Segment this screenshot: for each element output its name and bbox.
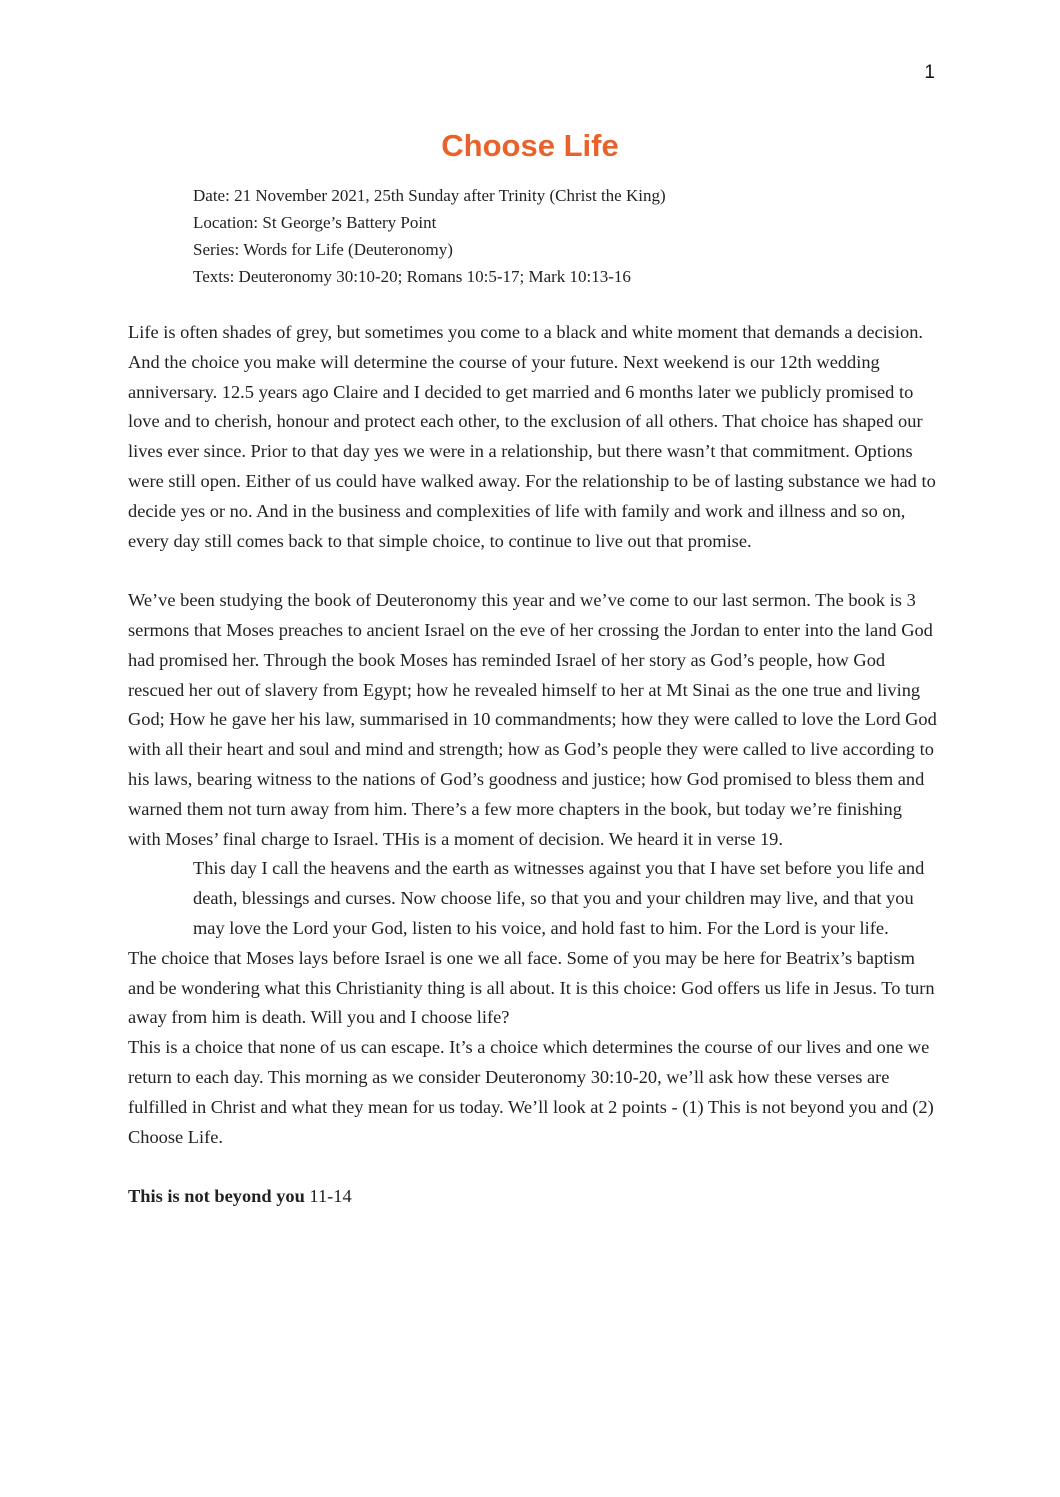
- sermon-texts: Texts: Deuteronomy 30:10-20; Romans 10:5-17; Mark 10:13-16: [193, 267, 631, 286]
- sermon-date: Date: 21 November 2021, 25th Sunday after Trinity (Christ the King): [193, 186, 666, 205]
- sermon-series: Series: Words for Life (Deuteronomy): [193, 240, 453, 259]
- section-heading-title: This is not beyond you: [128, 1186, 305, 1207]
- scripture-quote: This day I call the heavens and the earth as witnesses against you that I have set before you life and death, blessings and curses. Now choose life, so that you and your children may live, and that you may love the Lord your God, listen to his voice, and hold fast to him. For the Lord is your life.: [193, 858, 925, 938]
- paragraph-outline: This is a choice that none of us can escape. It’s a choice which determines the course of our lives and one we return to each day. This morning as we consider Deuteronomy 30:10-20, we’ll ask how these verses are fulfilled in Christ and what they mean for us today. We’ll look at 2 points - (1) This is not beyond you and (2) Choose Life.: [128, 1037, 934, 1147]
- sermon-body: [128, 318, 938, 1212]
- page-title: Choose Life: [441, 128, 619, 163]
- section-heading: [128, 1182, 938, 1212]
- paragraph-choice: The choice that Moses lays before Israel is one we all face. Some of you may be here for Beatrix’s baptism and be wondering what this Christianity thing is all about. It is this choice: God offers us life in Jesus. To turn away from him is death. Will you and I choose life?: [128, 947, 935, 1028]
- section-heading-verses: 11-14: [304, 1186, 352, 1207]
- paragraph-deuteronomy: We’ve been studying the book of Deuteronomy this year and we’ve come to our last sermon. The book is 3 sermons that Moses preaches to ancient Israel on the eve of her crossing the Jordan to enter into the land God had promised her. Through the book Moses has reminded Israel of her story as God’s people, how God rescued her out of slavery from Egypt; how he revealed himself to her at Mt Sinai as the one true and living God; How he gave her his law, summarised in 10 commandments; how they were called to love the Lord God with all their heart and soul and mind and strength; how as God’s people they were called to live according to his laws, bearing witness to the nations of God’s goodness and justice; how God promised to bless them and warned them not turn away from him. There’s a few more chapters in the book, but today we’re finishing with Moses’ final charge to Israel. THis is a moment of decision. We heard it in verse 19.: [128, 590, 937, 849]
- paragraph-intro: Life is often shades of grey, but sometimes you come to a black and white moment that demands a decision. And the choice you make will determine the course of your future. Next weekend is our 12th wedding anniversary. 12.5 years ago Claire and I decided to get married and 6 months later we publicly promised to love and to cherish, honour and protect each other, to the exclusion of all others. That choice has shaped our lives ever since. Prior to that day yes we were in a relationship, but there wasn’t that commitment. Options were still open. Either of us could have walked away. For the relationship to be of lasting substance we had to decide yes or no. And in the business and complexities of life with family and work and illness and so on, every day still comes back to that simple choice, to continue to live out that promise.: [128, 322, 936, 551]
- page-number: 1: [924, 62, 935, 83]
- paragraph-spacer: [128, 556, 938, 586]
- sermon-details: [193, 182, 933, 290]
- paragraph-spacer: [128, 1152, 938, 1182]
- sermon-location: Location: St George’s Battery Point: [193, 213, 437, 232]
